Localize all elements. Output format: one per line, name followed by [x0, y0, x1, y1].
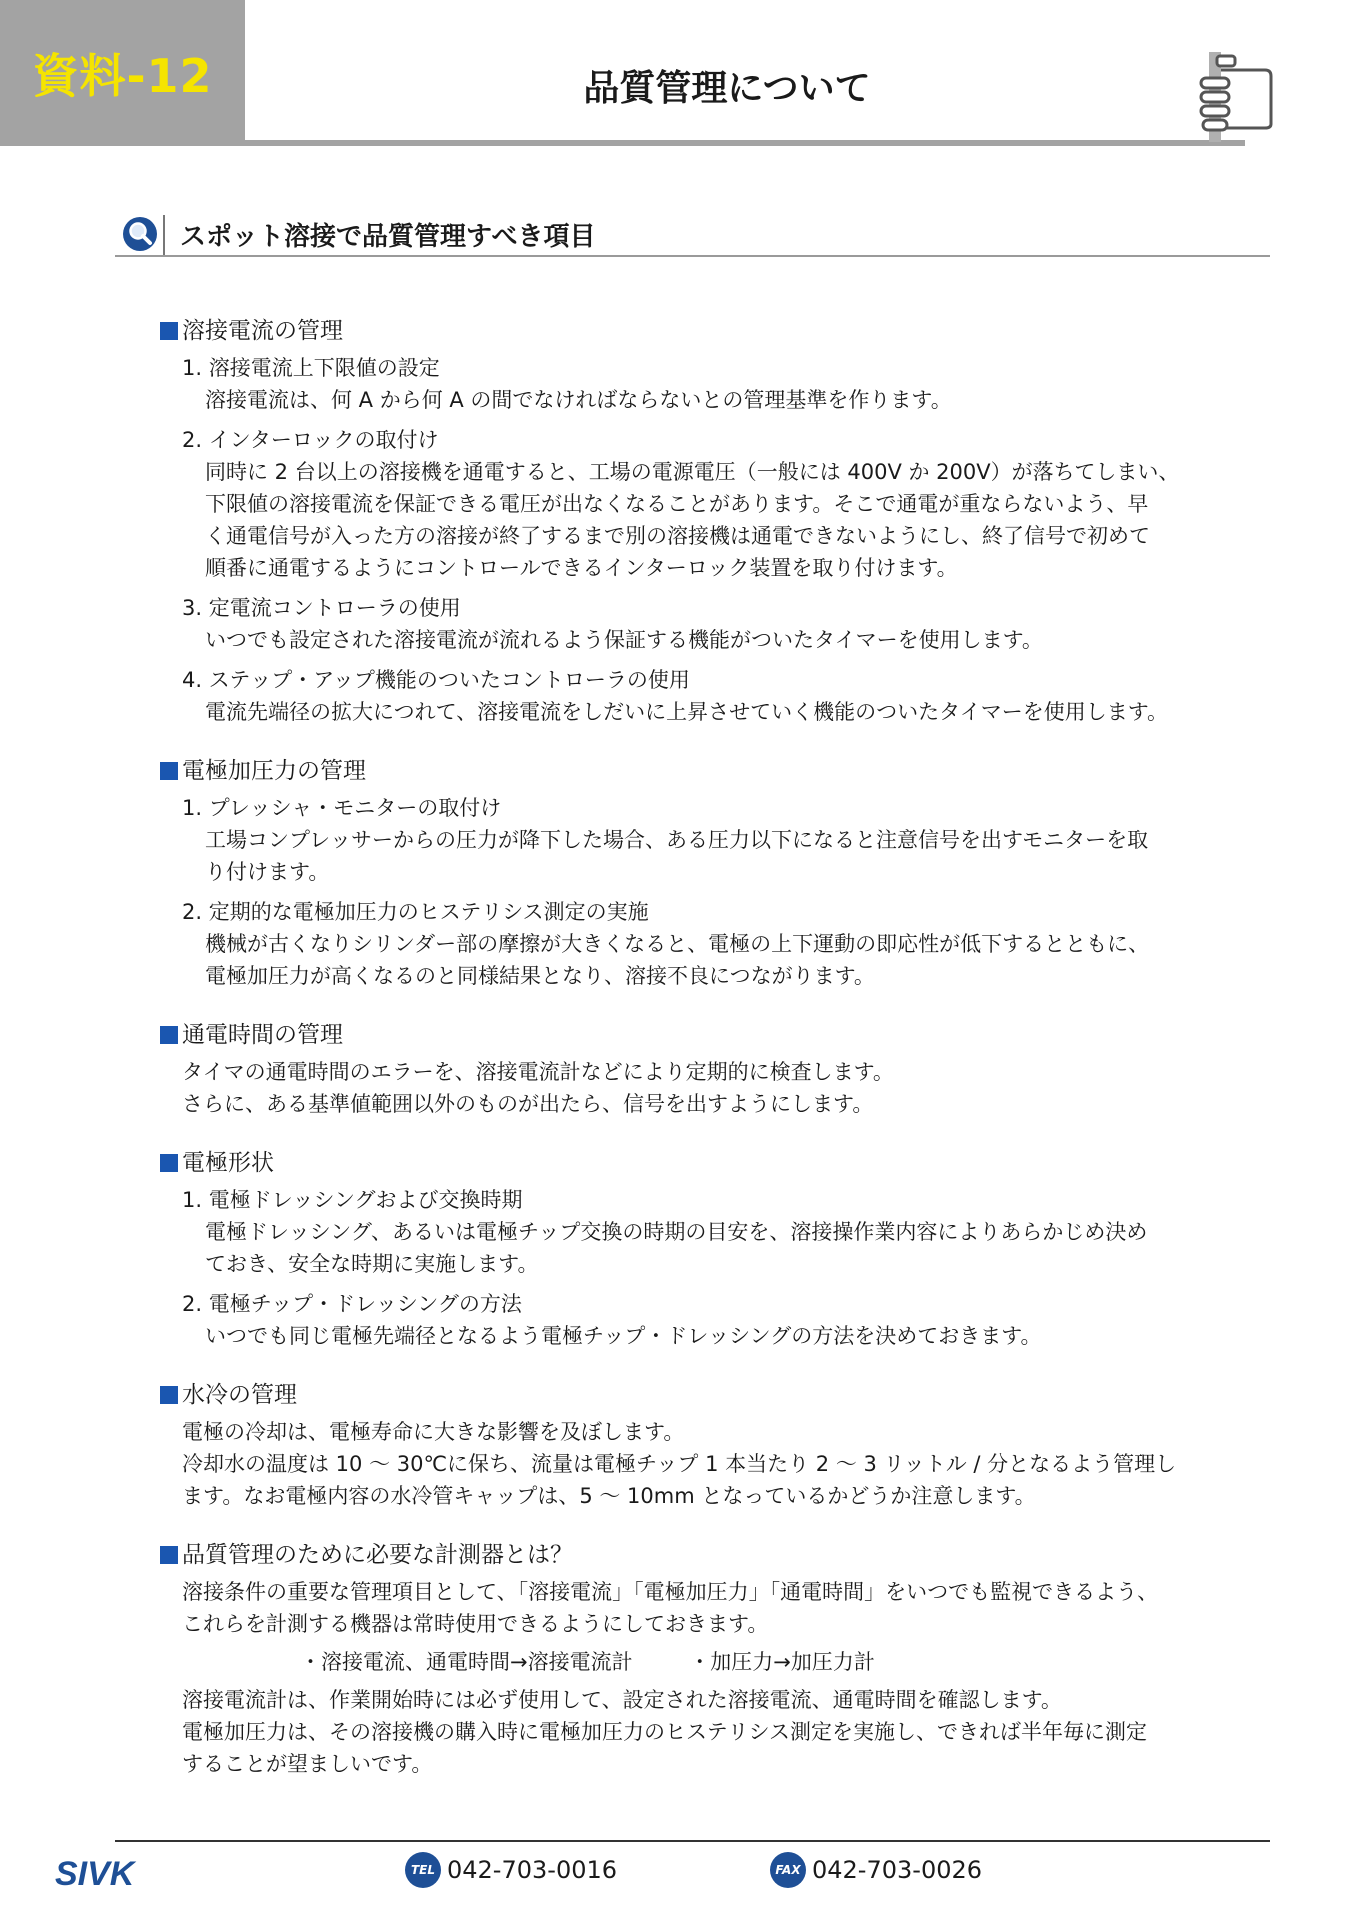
item-body: いつでも同じ電極先端径となるよう電極チップ・ドレッシングの方法を決めておきます。	[205, 1324, 1042, 1348]
item-title: 1. 電極ドレッシングおよび交換時期	[182, 1188, 523, 1212]
svg-text:SIVK: SIVK	[55, 1856, 135, 1890]
item-body: いつでも設定された溶接電流が流れるよう保証する機能がついたタイマーを使用します。	[205, 628, 1043, 652]
item-body: 溶接電流は、何 A から何 A の間でなければならないとの管理基準を作ります。	[205, 388, 952, 412]
tel-contact	[405, 1852, 617, 1888]
company-logo	[55, 1856, 160, 1890]
subsection-heading: 電極加圧力の管理	[160, 754, 1270, 788]
square-bullet-icon	[160, 1386, 178, 1404]
content	[160, 314, 1270, 1780]
subsection-heading: 通電時間の管理	[160, 1018, 1270, 1052]
square-bullet-icon	[160, 1546, 178, 1564]
subsection-heading: 溶接電流の管理	[160, 314, 1270, 348]
subsection-heading: 品質管理のために必要な計測器とは？	[160, 1538, 1270, 1572]
list-item	[182, 792, 1270, 888]
list-item	[182, 1288, 1270, 1352]
square-bullet-icon	[160, 322, 178, 340]
list-item	[182, 352, 1270, 416]
list-item	[182, 896, 1270, 992]
item-body: 工場コンプレッサーからの圧力が降下した場合、ある圧力以下になると注意信号を出すモニターを取 り付けます。	[205, 828, 1149, 884]
item-title: 2. インターロックの取付け	[182, 428, 439, 452]
item-body: 同時に 2 台以上の溶接機を通電すると、工場の電源電圧（一般には 400V か 200V）が落ちてしまい、 下限値の溶接電流を保証できる電圧が出なくなることがあります。そこで通電が重ならないよう、早 く通電信号が入った方の溶接が終了するまで別の溶接機は通電できないようにし、終了信号で初めて 順番に通電するようにコントロールできるインターロック装置を取り付けます。	[205, 460, 1180, 580]
paragraph: 溶接条件の重要な管理項目として、「溶接電流」「電極加圧力」「通電時間」をいつでも監視できるよう、 これらを計測する機器は常時使用できるようにしておきます。	[182, 1580, 1159, 1636]
paragraph: 電極の冷却は、電極寿命に大きな影響を及ぼします。 冷却水の温度は 10 ～ 30℃に保ち、流量は電極チップ 1 本当たり 2 ～ 3 リットル / 分となるよう管理し ます。なお電極内容の水冷管キャップは、5 ～ 10mm となっているかどうか注意します。	[182, 1420, 1177, 1508]
fax-contact	[770, 1852, 982, 1888]
list-item	[182, 664, 1270, 728]
page-title: 品質管理について	[583, 68, 871, 109]
magnifier-icon	[122, 216, 158, 252]
document-number: 資料-12	[32, 49, 213, 103]
fax-icon: FAX	[770, 1852, 806, 1888]
item-body: 電流先端径の拡大につれて、溶接電流をしだいに上昇させていく機能のついたタイマーを使用します。	[205, 700, 1169, 724]
item-title: 3. 定電流コントローラの使用	[182, 596, 461, 620]
item-title: 1. 溶接電流上下限値の設定	[182, 356, 440, 380]
item-title: 2. 定期的な電極加圧力のヒステリシス測定の実施	[182, 900, 649, 924]
paragraph: 溶接電流計は、作業開始時には必ず使用して、設定された溶接電流、通電時間を確認します。 電極加圧力は、その溶接機の購入時に電極加圧力のヒステリシス測定を実施し、できれば半年毎に測定 することが望ましいです。	[182, 1688, 1147, 1776]
square-bullet-icon	[160, 762, 178, 780]
item-title: 2. 電極チップ・ドレッシングの方法	[182, 1292, 522, 1316]
square-bullet-icon	[160, 1154, 178, 1172]
tel-number: 042-703-0016	[447, 1856, 618, 1884]
header-rule	[245, 140, 1245, 146]
bullet-item: ・溶接電流、通電時間→溶接電流計	[300, 1650, 633, 1674]
subsection-heading: 電極形状	[160, 1146, 1270, 1180]
item-body: 機械が古くなりシリンダー部の摩擦が大きくなると、電極の上下運動の即応性が低下するとともに、 電極加圧力が高くなるのと同様結果となり、溶接不良につながります。	[205, 932, 1150, 988]
list-item	[182, 592, 1270, 656]
hand-pointer-icon	[1195, 48, 1275, 148]
item-title: 4. ステップ・アップ機能のついたコントローラの使用	[182, 668, 690, 692]
square-bullet-icon	[160, 1026, 178, 1044]
section-divider	[163, 215, 165, 255]
list-item	[182, 424, 1270, 584]
instrument-list	[300, 1646, 1270, 1678]
item-title: 1. プレッシャ・モニターの取付け	[182, 796, 502, 820]
subsection-heading: 水冷の管理	[160, 1378, 1270, 1412]
footer-rule	[115, 1840, 1270, 1842]
tel-icon: TEL	[405, 1852, 441, 1888]
bullet-item: ・加圧力→加圧力計	[689, 1650, 875, 1674]
list-item	[182, 1184, 1270, 1280]
fax-number: 042-703-0026	[812, 1856, 983, 1884]
item-body: 電極ドレッシング、あるいは電極チップ交換の時期の目安を、溶接操作業内容によりあらかじめ決め ておき、安全な時期に実施します。	[205, 1220, 1148, 1276]
paragraph: タイマの通電時間のエラーを、溶接電流計などにより定期的に検査します。 さらに、ある基準値範囲以外のものが出たら、信号を出すようにします。	[182, 1060, 894, 1116]
section-title: スポット溶接で品質管理すべき項目	[180, 222, 596, 252]
section-rule	[115, 255, 1270, 257]
